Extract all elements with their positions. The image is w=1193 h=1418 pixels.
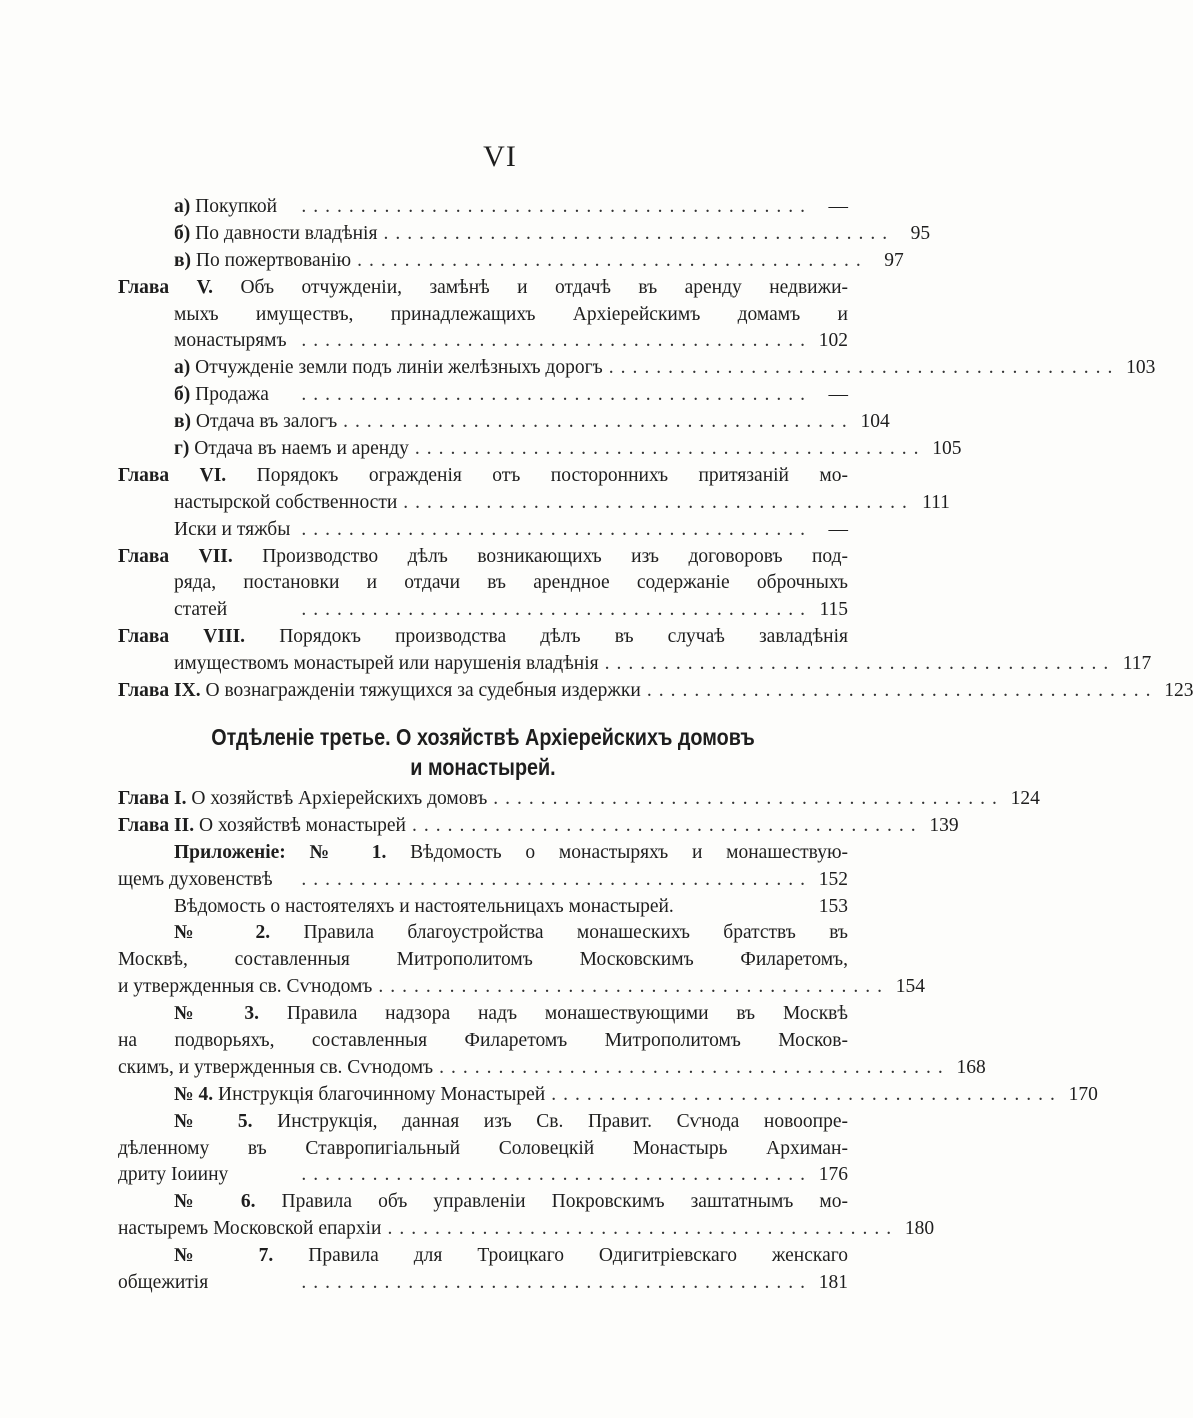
- toc-text: дриту Іоиину: [118, 1164, 229, 1186]
- toc-page: —: [828, 196, 848, 217]
- toc-page: 181: [818, 1272, 848, 1294]
- toc-line: [118, 814, 959, 842]
- toc-text: мыхъ имуществъ, принадлежащихъ Архіерейскимъ домамъ и: [174, 303, 848, 325]
- toc-page: 170: [1068, 1083, 1098, 1105]
- leader-dots: ...........................................: [343, 411, 854, 433]
- appendix-label: № 5.: [174, 1110, 253, 1132]
- toc-text: Объ отчужденіи, замѣнѣ и отдачѣ въ аренду недвижи-: [240, 276, 849, 298]
- section-title: [169, 722, 797, 782]
- toc-line: [118, 1111, 848, 1138]
- toc-text: Иски и тяжбы: [174, 518, 291, 540]
- toc-text: Инструкція благочинному Монастырей: [217, 1083, 546, 1105]
- toc-page: 97: [884, 249, 904, 271]
- toc-text: щемъ духовенствѣ: [118, 868, 273, 890]
- appendix-label: № 2.: [174, 922, 271, 944]
- chapter-label: Глава VII.: [118, 545, 233, 567]
- leader-dots: ...........................................: [646, 680, 1158, 702]
- section-title-line-2: и монастырей.: [410, 754, 556, 780]
- leader-dots: ...........................................: [608, 357, 1120, 379]
- toc-text: настырской собственности: [174, 491, 398, 513]
- leader-dots: ...........................................: [301, 196, 812, 217]
- toc-line: [118, 1164, 848, 1191]
- toc-line: [118, 384, 848, 411]
- toc-page: 124: [1010, 788, 1040, 809]
- toc-line: [118, 411, 890, 438]
- toc-line: [118, 249, 904, 277]
- section-title-line-1: Отдѣленіе третье. О хозяйствѣ Архіерейскихъ домовъ: [211, 724, 755, 750]
- toc-text: Производство дѣлъ возникающихъ изъ договоровъ под-: [262, 545, 849, 567]
- toc-page: —: [828, 384, 848, 406]
- toc-text: Правила благоустройства монашескихъ братствъ въ: [303, 922, 848, 944]
- toc-text: О хозяйствѣ Архіерейскихъ домовъ: [191, 788, 488, 809]
- toc-text: и утвержденныя св. Сѵнодомъ: [118, 976, 373, 998]
- leader-dots: ...........................................: [411, 814, 923, 836]
- toc-text: Отдача въ наемъ и аренду: [194, 438, 409, 460]
- toc-text: монастырямъ: [174, 330, 287, 352]
- toc-label: г): [174, 438, 190, 460]
- toc-line: [118, 788, 1040, 815]
- appendix-label: № 3.: [174, 1003, 259, 1025]
- toc-line: [118, 896, 848, 923]
- toc-label: в): [174, 411, 192, 433]
- toc-page: 104: [860, 411, 890, 433]
- appendix-label: № 7.: [174, 1245, 274, 1267]
- toc-line: [118, 1272, 848, 1299]
- toc-text: Правила надзора надъ монашествующими въ Москвѣ: [286, 1003, 848, 1025]
- leader-dots: ...........................................: [301, 518, 812, 540]
- toc-label: б): [174, 384, 191, 406]
- toc-line: [118, 519, 848, 546]
- leader-dots: ...........................................: [604, 653, 1116, 675]
- leader-dots: ...........................................: [301, 868, 812, 890]
- toc-line: [118, 1218, 935, 1245]
- chapter-label: Глава IX.: [118, 680, 201, 702]
- toc-text: скимъ, и утвержденныя св. Сѵнодомъ: [118, 1056, 434, 1078]
- toc-text: Вѣдомость о настоятеляхъ и настоятельницахъ монастырей.: [174, 895, 674, 917]
- toc-text: общежитія: [118, 1272, 209, 1294]
- toc-page: 111: [922, 491, 950, 513]
- toc-page: 152: [818, 868, 848, 890]
- leader-dots: ...........................................: [357, 249, 868, 271]
- toc-line: [118, 465, 848, 492]
- toc-line: [118, 572, 848, 599]
- toc-line: [118, 491, 950, 519]
- toc-line: [118, 1191, 848, 1218]
- leader-dots: ...........................................: [301, 1272, 812, 1294]
- toc-text: По давности владѣнія: [195, 222, 378, 244]
- toc-line: [118, 546, 848, 573]
- toc-line: [118, 1003, 848, 1030]
- toc-text: Отдача въ залогъ: [195, 411, 338, 433]
- leader-dots: ...........................................: [301, 330, 812, 352]
- toc-label: б): [174, 222, 191, 244]
- toc-page: 153: [818, 895, 848, 917]
- toc-page: 168: [956, 1056, 986, 1078]
- toc-text: на подворьяхъ, составленныя Филаретомъ Митрополитомъ Москов-: [118, 1030, 848, 1052]
- toc-label: а): [174, 196, 191, 217]
- appendix-label: Приложеніе: № 1.: [174, 841, 387, 863]
- toc-line: [118, 304, 848, 331]
- leader-dots: ...........................................: [439, 1056, 950, 1078]
- toc-page: 123: [1164, 680, 1193, 702]
- toc-line: [118, 222, 931, 250]
- toc-page: 103: [1126, 357, 1156, 379]
- toc-line: [118, 1083, 1098, 1111]
- toc-line: [118, 1245, 848, 1272]
- toc-line: [118, 869, 848, 896]
- toc-line: [118, 330, 848, 357]
- chapter-label: Глава VIII.: [118, 626, 246, 648]
- toc-page: —: [828, 518, 848, 540]
- appendix-label: № 4.: [174, 1083, 214, 1105]
- toc-text: Правила для Троицкаго Одигитріевскаго женскаго: [308, 1245, 848, 1267]
- toc-page: 154: [895, 976, 926, 998]
- toc-label: в): [174, 249, 192, 271]
- toc-text: О хозяйствѣ монастырей: [198, 814, 406, 836]
- toc-text: Вѣдомость о монастыряхъ и монашествую-: [410, 841, 848, 863]
- toc-line: [118, 196, 848, 223]
- toc-text: дѣленному въ Ставропигіальный Соловецкій Монастырь Архиман-: [118, 1137, 848, 1159]
- toc-part-1: [118, 196, 1193, 707]
- toc-line: [118, 949, 848, 976]
- leader-dots: ...........................................: [301, 1164, 812, 1186]
- leader-dots: ...........................................: [387, 1218, 899, 1240]
- chapter-label: Глава II.: [118, 814, 195, 836]
- toc-text: Порядокъ огражденія отъ постороннихъ притязаній мо-: [256, 464, 849, 486]
- toc-page: 176: [818, 1164, 848, 1186]
- leader-dots: ...........................................: [403, 491, 914, 513]
- toc-line: [118, 277, 848, 304]
- toc-text: О вознагражденіи тяжущихся за судебныя издержки: [205, 680, 641, 702]
- toc-line: [118, 357, 1156, 384]
- toc-text: статей: [174, 599, 228, 621]
- toc-line: [118, 1030, 848, 1057]
- toc-line: [118, 438, 962, 465]
- chapter-label: Глава I.: [118, 788, 187, 809]
- leader-dots: ...........................................: [414, 438, 926, 460]
- toc-text: Покупкой: [195, 196, 278, 217]
- leader-dots: ...........................................: [551, 1083, 1062, 1105]
- toc-page: 117: [1122, 653, 1152, 675]
- leader-dots: ...........................................: [378, 976, 890, 998]
- toc-page: 95: [910, 222, 931, 244]
- chapter-label: Глава V.: [118, 276, 214, 298]
- toc-text: Порядокъ производства дѣлъ въ случаѣ завладѣнія: [279, 626, 849, 648]
- toc-text: ряда, постановки и отдачи въ арендное содержаніе оброчныхъ: [174, 572, 848, 594]
- toc-page: 139: [929, 814, 959, 836]
- toc-text: имуществомъ монастырей или нарушенія владѣнія: [174, 653, 599, 675]
- toc-line: [118, 1138, 848, 1165]
- toc-page: 180: [904, 1218, 935, 1240]
- toc-line: [118, 922, 848, 949]
- toc-text: Отчужденіе земли подъ линіи желѣзныхъ дорогъ: [195, 357, 603, 379]
- appendix-label: № 6.: [174, 1191, 256, 1213]
- toc-text: По пожертвованію: [195, 249, 352, 271]
- toc-text: Продажа: [195, 384, 269, 406]
- chapter-label: Глава VI.: [118, 464, 227, 486]
- toc-text: Правила объ управленіи Покровскимъ заштатнымъ мо-: [281, 1191, 848, 1213]
- toc-page: 115: [819, 599, 848, 621]
- toc-line: [118, 653, 1152, 680]
- toc-text: Москвѣ, составленныя Митрополитомъ Московскимъ Филаретомъ,: [118, 949, 848, 971]
- leader-dots: ...........................................: [383, 222, 895, 244]
- leader-dots: ...........................................: [301, 599, 812, 621]
- toc-part-2: [118, 788, 1098, 1299]
- leader-dots: ...........................................: [301, 384, 812, 406]
- toc-line: [118, 626, 848, 653]
- toc-line: [118, 680, 1193, 707]
- toc-page: 105: [932, 438, 962, 460]
- leader-dots: ...........................................: [493, 788, 1004, 809]
- toc-line: [118, 842, 848, 869]
- page-number: VI: [483, 140, 517, 173]
- toc-text: Инструкція, данная изъ Св. Правит. Сѵнода новоопре-: [277, 1110, 848, 1132]
- toc-line: [118, 599, 848, 626]
- toc-line: [118, 976, 926, 1003]
- toc-page: 102: [818, 330, 848, 352]
- toc-text: настыремъ Московской епархіи: [118, 1218, 382, 1240]
- toc-label: а): [174, 357, 191, 379]
- toc-line: [118, 1056, 986, 1084]
